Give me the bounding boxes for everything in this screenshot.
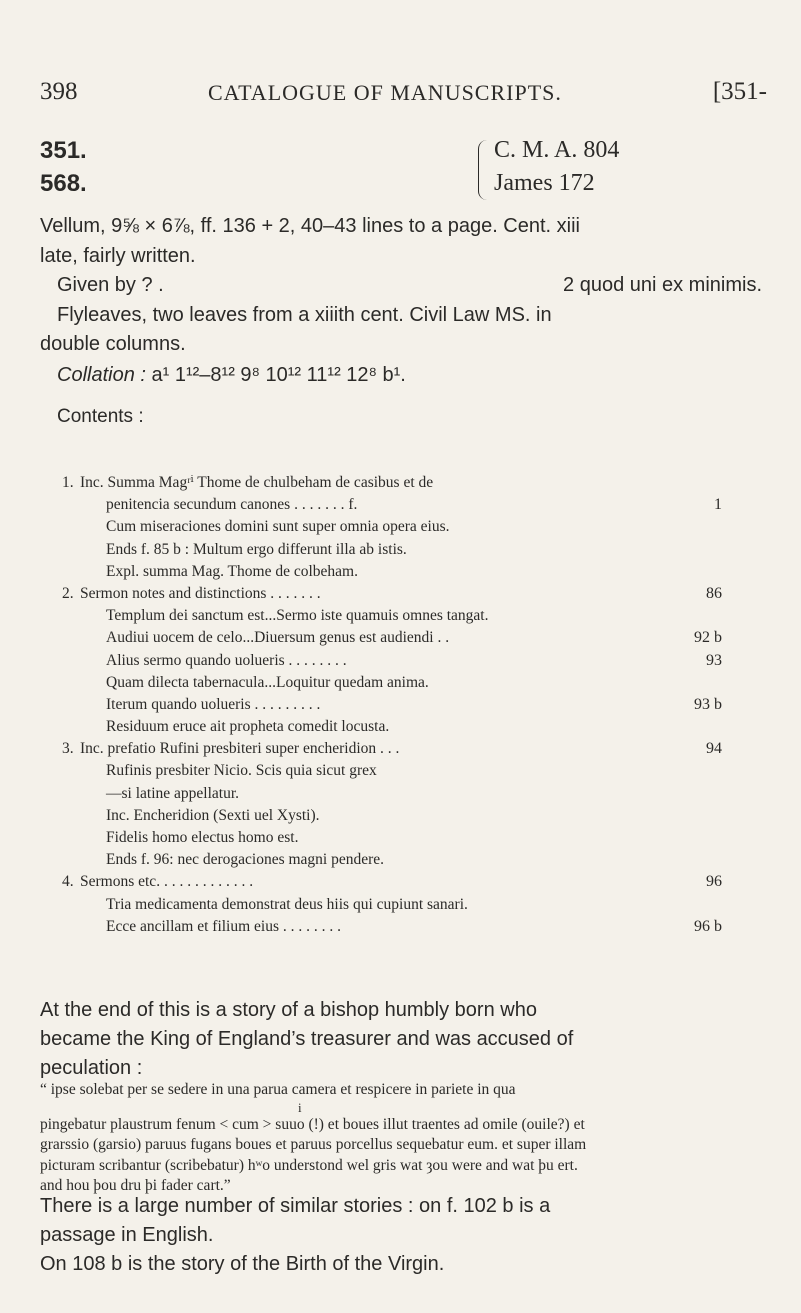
paragraph-line: There is a large number of similar stories : on f. 102 b is a	[40, 1195, 551, 1217]
contents-row	[40, 827, 762, 849]
contents-list	[40, 472, 762, 938]
manuscript-description	[40, 212, 762, 432]
collation-value: a¹ 1¹²–8¹² 9⁸ 10¹² 11¹² 12⁸ b¹.	[151, 363, 406, 386]
running-head	[40, 78, 767, 110]
contents-item-text: Sermons etc. . . . . . . . . . . . .	[80, 873, 254, 891]
running-title: CATALOGUE OF MANUSCRIPTS.	[208, 80, 562, 105]
description-line-2: late, fairly written.	[40, 244, 196, 267]
contents-row	[40, 760, 762, 782]
shelfmarks	[494, 134, 619, 200]
contents-item-text: Tria medicamenta demonstrat deus hiis qui cupiunt sanari.	[106, 895, 468, 913]
paragraph-line: passage in English.	[40, 1224, 214, 1246]
entry-number-secondary: 568.	[40, 170, 87, 197]
description-line-1: Vellum, 9⅝ × 6⅞, ff. 136 + 2, 40–43 lines to a page. Cent. xiii	[40, 215, 580, 237]
contents-item-text: Ecce ancillam et filium eius . . . . . . . .	[106, 917, 342, 935]
contents-item-number: 4.	[62, 873, 74, 891]
quote-line: pingebatur plaustrum fenum < cum > suuo (!) et boues illut traentes ad omile (ouile?) et	[40, 1115, 585, 1133]
contents-heading: Contents :	[57, 405, 144, 427]
contents-item-text: Inc. Encheridion (Sexti uel Xysti).	[106, 806, 320, 824]
contents-row	[40, 583, 762, 605]
interlinear-letter: i	[298, 1099, 302, 1115]
quote-line: and hou þou dru þi fader cart.”	[40, 1177, 231, 1194]
contents-item-folio: 96 b	[694, 917, 722, 935]
contents-row	[40, 627, 762, 649]
given-by: Given by ? .	[57, 274, 164, 296]
closing-paragraph	[40, 1192, 762, 1279]
contents-item-folio: 92 b	[694, 629, 722, 647]
contents-item-text: Quam dilecta tabernacula...Loquitur quedam anima.	[106, 673, 429, 691]
contents-item-folio: 93 b	[694, 695, 722, 713]
paragraph-line: At the end of this is a story of a bishop humbly born who	[40, 999, 537, 1021]
interlinear-insertion	[40, 1101, 762, 1115]
contents-item-text: Expl. summa Mag. Thome de colbeham.	[106, 562, 358, 580]
contents-row	[40, 561, 762, 583]
contents-row	[40, 894, 762, 916]
contents-item-folio: 86	[706, 584, 722, 602]
contents-row	[40, 494, 762, 516]
paragraph-line: On 108 b is the story of the Birth of the Virgin.	[40, 1253, 445, 1275]
contents-item-number: 1.	[62, 474, 74, 491]
contents-row	[40, 539, 762, 561]
flyleaves-line-2: double columns.	[40, 333, 186, 355]
page-number: 398	[40, 78, 78, 105]
contents-row	[40, 516, 762, 538]
flyleaves-line-1: Flyleaves, two leaves from a xiiith cent. Civil Law MS. in	[57, 303, 552, 326]
contents-row	[40, 472, 762, 494]
shelfmark-brace	[478, 140, 488, 200]
contents-item-text: Iterum quando uolueris . . . . . . . . .	[106, 695, 321, 713]
contents-item-number: 2.	[62, 584, 74, 602]
contents-row	[40, 716, 762, 738]
entry-number-primary: 351.	[40, 137, 87, 164]
entry-numbers	[40, 134, 87, 200]
contents-item-text: penitencia secundum canones . . . . . . . f.	[106, 496, 358, 514]
paragraph-line: became the King of England’s treasurer and was accused of	[40, 1028, 574, 1050]
secundo-folio: 2 quod uni ex minimis.	[563, 274, 762, 296]
contents-item-number: 3.	[62, 740, 74, 758]
contents-row	[40, 605, 762, 627]
contents-row	[40, 672, 762, 694]
story-paragraph	[40, 996, 762, 1083]
contents-row	[40, 805, 762, 827]
contents-row	[40, 916, 762, 938]
contents-item-text: Ends f. 96: nec derogaciones magni pendere.	[106, 851, 385, 869]
contents-item-text: Alius sermo quando uolueris . . . . . . . .	[106, 651, 347, 669]
contents-item-folio: 94	[706, 740, 722, 758]
shelfmark-1: C. M. A. 804	[494, 137, 620, 163]
quote-line: grarssio (garsio) paruus fugans boues et paruus porcellus sequebatur eum. et super illam	[40, 1136, 587, 1153]
contents-item-text: Templum dei sanctum est...Sermo iste quamuis omnes tangat.	[106, 607, 489, 625]
contents-row	[40, 650, 762, 672]
contents-row	[40, 783, 762, 805]
contents-item-folio: 93	[706, 651, 722, 669]
contents-item-folio: 1	[714, 496, 722, 514]
latin-quotation	[40, 1080, 762, 1197]
contents-item-text: Fidelis homo electus homo est.	[106, 829, 299, 846]
contents-item-text: Sermon notes and distinctions . . . . . . .	[80, 584, 321, 602]
collation-label: Collation :	[57, 363, 146, 386]
collation	[40, 360, 762, 390]
provenance-row	[40, 271, 762, 301]
folio-reference: [351-	[712, 78, 767, 105]
quote-line: picturam scribantur (scribebatur) hʷo understond wel gris wat ȝou were and wat þu ert.	[40, 1156, 578, 1174]
contents-row	[40, 849, 762, 871]
contents-item-text: Cum miseraciones domini sunt super omnia opera eius.	[106, 518, 450, 536]
contents-item-text: Inc. prefatio Rufini presbiteri super encheridion . . .	[80, 740, 400, 758]
contents-item-text: Inc. Summa Magʳⁱ Thome de chulbeham de casibus et de	[80, 474, 434, 491]
contents-item-folio: 96	[706, 873, 722, 891]
contents-row	[40, 871, 762, 893]
contents-item-text: Rufinis presbiter Nicio. Scis quia sicut grex	[106, 762, 377, 780]
contents-item-text: Residuum eruce ait propheta comedit locusta.	[106, 718, 390, 736]
contents-row	[40, 738, 762, 760]
contents-item-text: Ends f. 85 b : Multum ergo differunt illa ab istis.	[106, 540, 407, 558]
contents-item-text: Audiui uocem de celo...Diuersum genus est audiendi . .	[106, 629, 450, 647]
paragraph-line: peculation :	[40, 1057, 143, 1079]
contents-row	[40, 694, 762, 716]
contents-item-text: —si latine appellatur.	[106, 784, 240, 802]
quote-line: “ ipse solebat per se sedere in una parua camera et respicere in pariete in qua	[40, 1081, 516, 1098]
shelfmark-2: James 172	[494, 170, 595, 196]
